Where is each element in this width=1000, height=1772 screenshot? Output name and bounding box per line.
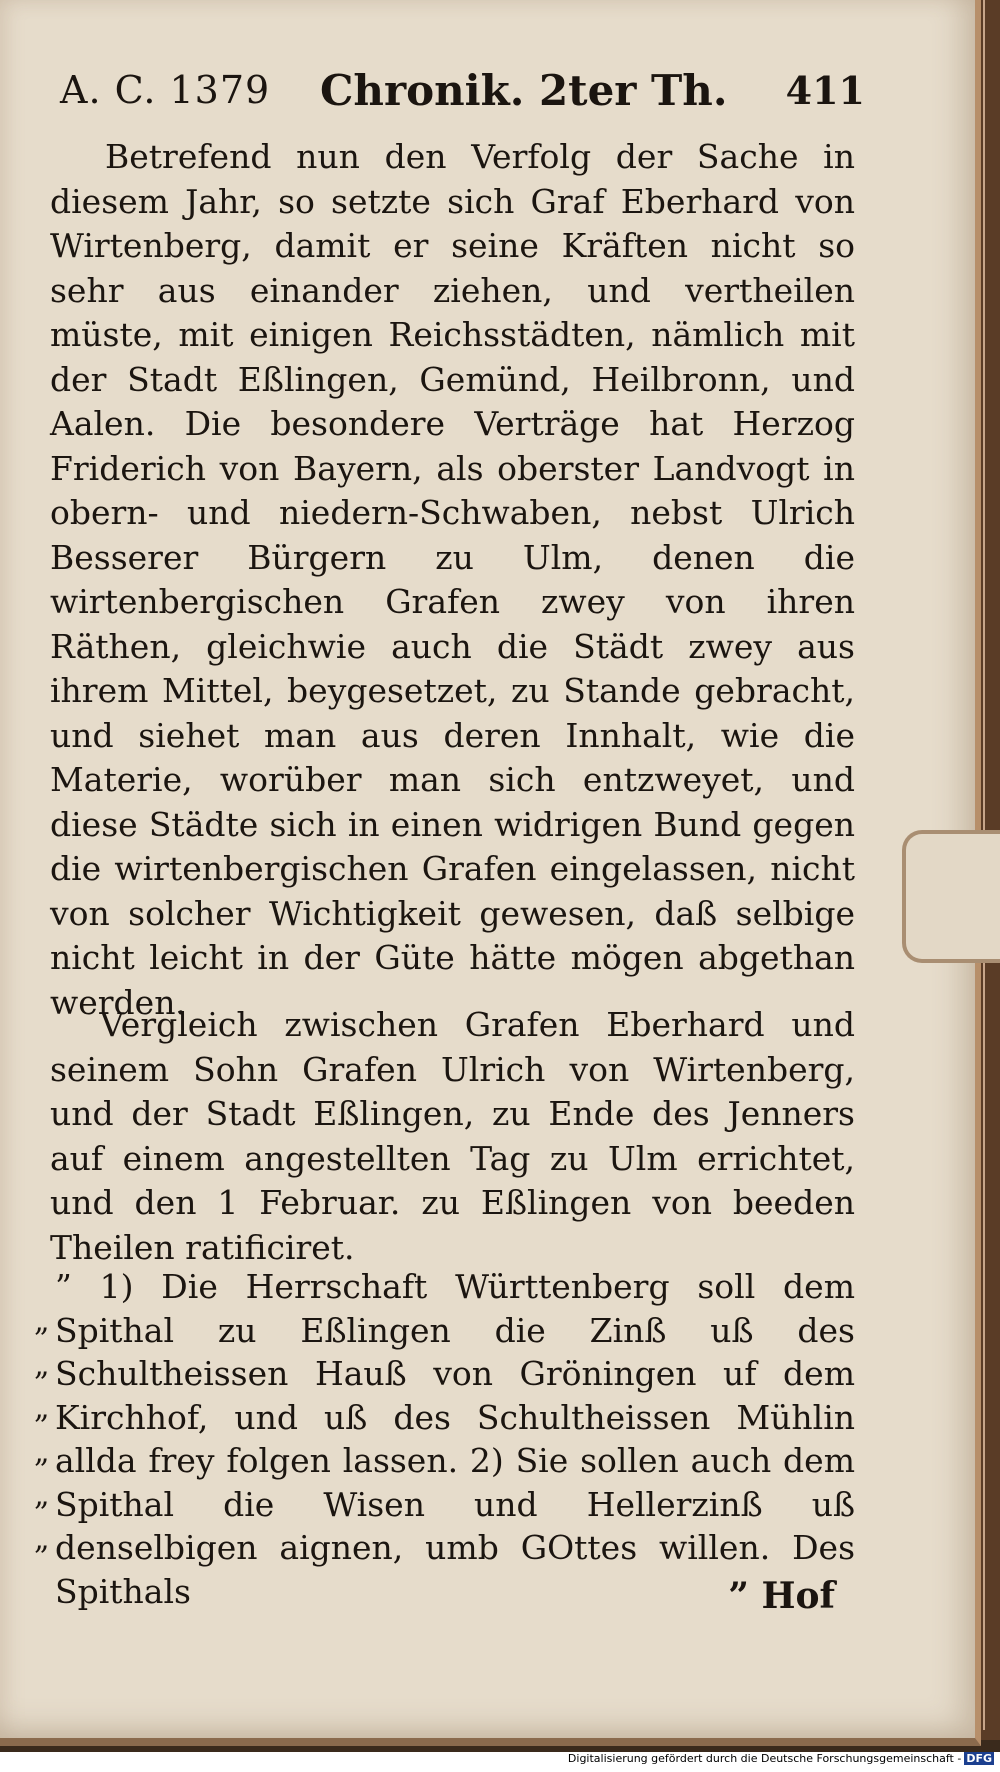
digitization-credit (568, 1752, 994, 1765)
paragraph-quotation: ” 1) Die Herrschaft Württenberg soll dem Spithal zu Eßlingen die Zinß uß des Schultheissen Hauß von Gröningen uf dem Kirchhof, und uß des Schultheissen Mühlin allda frey folgen lassen. 2) Sie sollen auch dem Spithal die Wisen und Hellerzinß uß denselbigen aignen, umb GOttes willen. Des Spithals (55, 1267, 855, 1611)
credit-text: Digitalisierung gefördert durch die Deutsche Forschungsgemeinschaft - (567, 1752, 962, 1765)
quotation-marks-margin: „ „ „ „ „ „ (34, 1304, 50, 1557)
header-year: A. C. 1379 (60, 68, 271, 112)
paragraph-verfolg: Betrefend nun den Verfolg der Sache in diesem Jahr, so setzte sich Graf Eberhard von Wirtenberg, damit er seine Kräften nicht so sehr aus einander ziehen, und vertheilen müste, mit einigen Reichsstädten, nämlich mit der Stadt Eßlingen, Gemünd, Heilbronn, und Aalen. Die besondere Verträge hat Herzog Friderich von Bayern, als oberster Landvogt in obern- und niedern-Schwaben, nebst Ulrich Besserer Bürgern zu Ulm, denen die wirtenbergischen Grafen zwey von ihren Räthen, gleichwie auch die Städt zwey aus ihrem Mittel, beygesetzet, zu Stande gebracht, und siehet man aus deren Innhalt, wie die Materie, worüber man sich entzweyet, und diese Städte sich in einen widrigen Bund gegen die wirtenbergischen Grafen eingelassen, nicht von solcher Wichtigkeit gewesen, daß selbige nicht leicht in der Güte hätte mögen abgethan werden. (50, 137, 855, 1022)
paragraph-vergleich-heading: Vergleich zwischen Grafen Eberhard und seinem Sohn Grafen Ulrich von Wirtenberg, und der Stadt Eßlingen, zu Ende des Jenners auf einem angestellten Tag zu Ulm errichtet, und den 1 Februar. zu Eßlingen von beeden Theilen ratificiret. (50, 1005, 855, 1267)
running-header (60, 68, 865, 118)
catchword: ” Hof (728, 1575, 835, 1617)
header-title: Chronik. 2ter Th. (320, 66, 728, 115)
page-number: 411 (785, 68, 865, 113)
bookmark-tab (902, 830, 1000, 963)
dfg-logo: DFG (966, 1752, 992, 1765)
